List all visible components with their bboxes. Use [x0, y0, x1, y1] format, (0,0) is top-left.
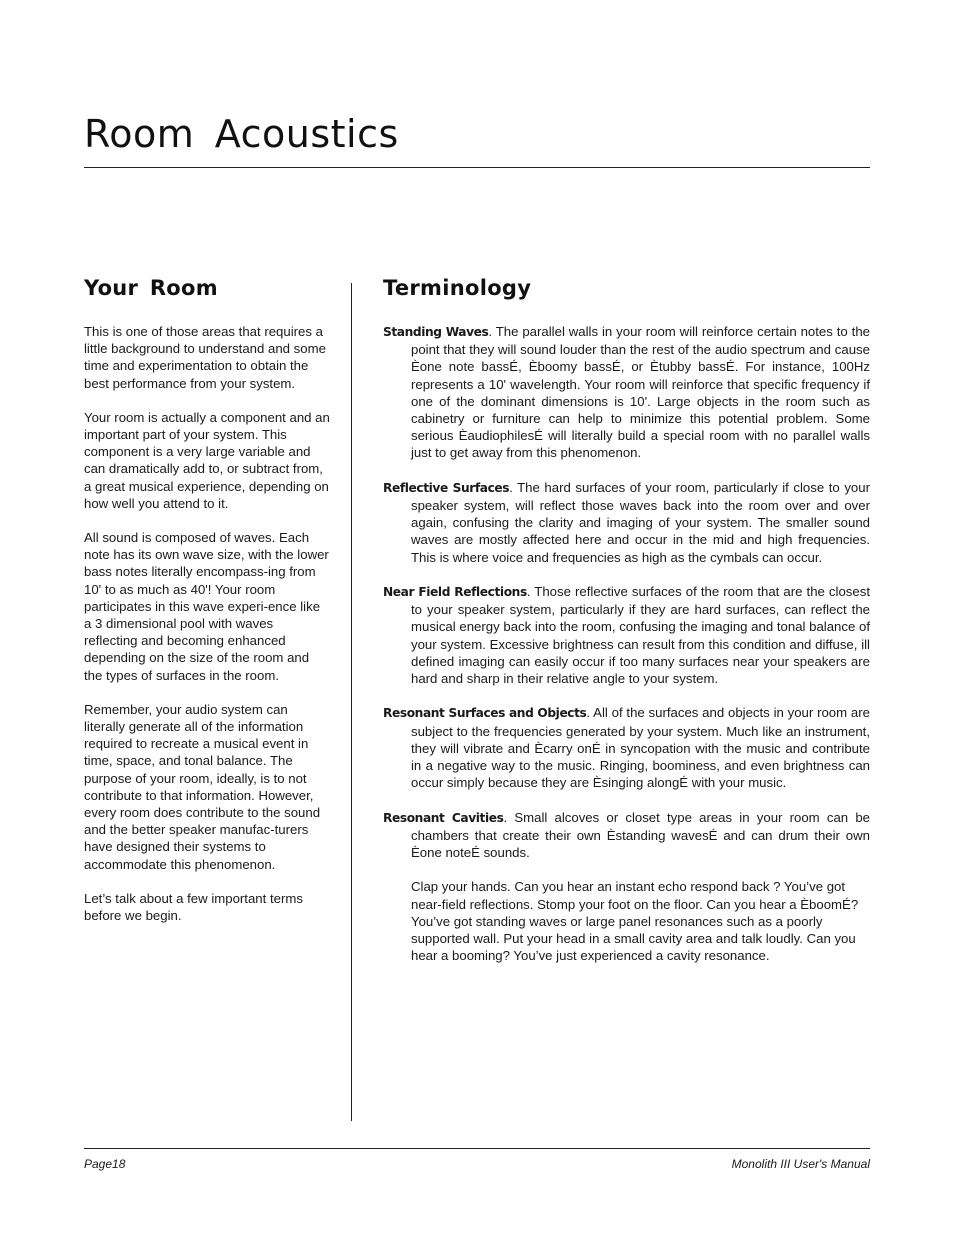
manual-title: Monolith III User's Manual [731, 1157, 870, 1171]
footer-divider [84, 1148, 870, 1149]
page-number: Page18 [84, 1157, 126, 1171]
title-divider [84, 167, 870, 168]
term-name: Near Field Reflections [383, 585, 527, 600]
term-name: Reflective Surfaces [383, 480, 510, 495]
term-name: Resonant Surfaces and Objects [383, 706, 587, 721]
page-title: Room Acoustics [84, 112, 399, 156]
term-description: . Small alcoves or closet type areas in your room can be chambers that create their own Èstanding wavesÉ and can drum their own Èone noteÉ sounds. [411, 809, 870, 861]
terminology-section [383, 276, 870, 981]
term-resonant-surfaces [383, 704, 870, 791]
term-description: . Those reflective surfaces of the room that are the closest to your speaker system, particularly if they are hard surfaces, can reflect the musical energy back into the room, confusing the imaging and tonal balance of your system. Excessive brightness can result from this condition and diffuse, ill defined imaging can easily occur if too many surfaces near your speakers are hard and sharp in their relative angle to your system. [411, 584, 870, 687]
term-description: . The parallel walls in your room will reinforce certain notes to the point that they will sound louder than the rest of the audio spectrum and cause Èone note bassÉ, Èboomy bassÉ, or Ètubby bassÉ. For instance, 100Hz represents a 10' wavelength. Your room will reinforce that specific frequency if one of the dominant dimensions is 10'. Large objects in the room such as cabinetry or furniture can help to minimize this potential problem. Some serious ÈaudiophilesÉ will literally build a special room with no parallel walls just to get away from this phenomenon. [411, 324, 870, 461]
your-room-paragraph: All sound is composed of waves. Each note has its own wave size, with the lower bass notes literally encompass-ing from 10' to as much as 40'! Your room participates in this wave experi-ence like a 3 dimensional pool with waves reflecting and becoming enhanced depending on the size of the room and the types of surfaces in the room. [84, 530, 329, 683]
term-name: Resonant Cavities [383, 810, 504, 825]
term-description: . All of the surfaces and objects in your room are subject to the frequencies generated by your system. Much like an instrument, they will vibrate and Ècarry onÉ in syncopation with the music and contribute in a negative way to the music. Ringing, boominess, and even brightness can occur simply because they are Èsinging alongÉ with your music. [411, 705, 870, 791]
term-description: . The hard surfaces of your room, particularly if close to your speaker system, will reflect those waves back into the room over and over again, confusing the clarity and imaging of your system. The smaller sound waves are mostly affected here and occur in the mid and high frequencies. This is where voice and frequencies as high as the cymbals can occur. [411, 479, 870, 565]
closing-paragraph: Clap your hands. Can you hear an instant echo respond back ? You’ve got near-field reflections. Stomp your foot on the floor. Can you hear a ÈboomÉ? You’ve got standing waves or large panel resonances such as a poorly supported wall. Put your head in a small cavity area and talk loudly. Can you hear a booming? You’ve just experienced a cavity resonance. [411, 879, 859, 964]
your-room-heading: Your Room [84, 276, 218, 300]
term-near-field-reflections [383, 583, 870, 687]
column-divider [351, 283, 352, 1121]
your-room-paragraph: This is one of those areas that requires a little background to understand and some time and experimentation to obtain the best performance from your system. [84, 324, 326, 391]
your-room-paragraph: Let’s talk about a few important terms before we begin. [84, 890, 303, 924]
term-resonant-cavities [383, 809, 870, 862]
your-room-section [84, 276, 330, 941]
your-room-paragraph: Your room is actually a component and an important part of your system. This component is a very large variable and can dramatically add to, or subtract from, a great musical experience, depending on how well you attend to it. [84, 409, 330, 511]
terminology-heading: Terminology [383, 276, 532, 300]
term-reflective-surfaces [383, 479, 870, 566]
term-standing-waves [383, 323, 870, 462]
your-room-paragraph: Remember, your audio system can literally generate all of the information required to recreate a musical event in time, space, and tonal balance. The purpose of your room, ideally, is to not contribute to that information. However, every room does contribute to the sound and the better speaker manufac-turers have designed their systems to accommodate this phenomenon. [84, 701, 321, 872]
term-name: Standing Waves [383, 325, 489, 339]
